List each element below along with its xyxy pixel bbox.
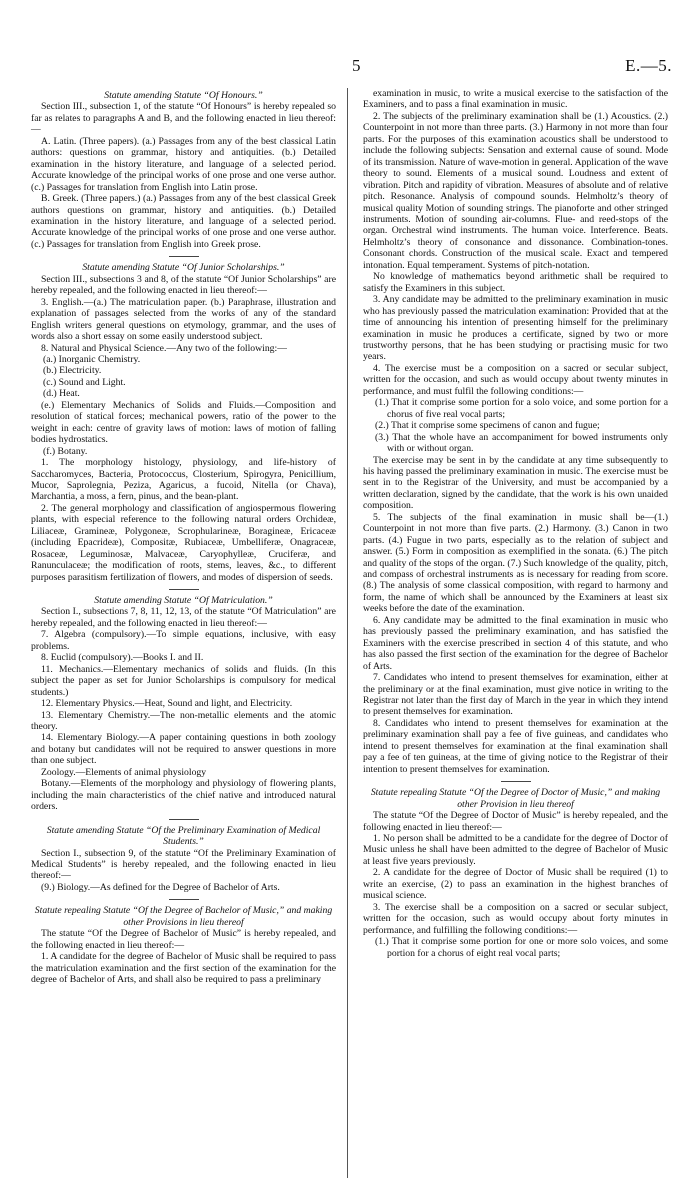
paragraph: (f.) Botany.	[43, 445, 88, 457]
left-column	[31, 88, 336, 986]
paragraph: (c.) Sound and Light.	[43, 376, 126, 388]
paragraph: (d.) Heat.	[43, 388, 80, 400]
statute-heading: Statute repealing Statute “Of the Degree of Bachelor of Music,” and making other Provisions in lieu thereof	[34, 905, 333, 928]
paragraph: (e.) Elementary Mechanics of Solids and Fluids.—Composition and resolution of statical forces; mechanical powers, ratio of the power to the weight in each: centre of gravity laws of motion: laws of motion of falling bodies hydrostatics.	[31, 399, 336, 446]
paragraph: 3. Any candidate may be admitted to the preliminary examination in music who has previously passed the matriculation examination: Provided that at the time of announcing his intention of presenting himself for the preliminary examination in music he produces a certificate, signed by two or more trustworthy persons, that he has been studying or practising music for two years.	[363, 294, 668, 363]
page-header	[0, 56, 700, 80]
paragraph: (1.) That it comprise some portion for a solo voice, and some portion for a chorus of five real vocal parts;	[375, 397, 668, 420]
section-rule	[169, 819, 199, 820]
paragraph: The statute “Of the Degree of Doctor of Music” is hereby repealed, and the following enacted in lieu thereof:—	[363, 810, 668, 833]
paragraph: 5. The subjects of the final examination in music shall be—(1.) Counterpoint in not more than five parts. (2.) Harmony. (3.) Canon in two parts. (4.) Fugue in two parts, especially as to the relation of subject and answer. (5.) Form in composition as exemplified in the sonata. (6.) The pitch and quality of the stops of the organ. (7.) Such knowledge of the quality, pitch, and compass of orchestral instruments as is necessary for reading from score. (8.) The analysis of some classical composition, with regard to harmony and form, the name of which shall be announced by the Examiners at least six weeks before the date of the examination.	[363, 511, 668, 615]
section-rule	[501, 781, 531, 782]
paragraph: The exercise may be sent in by the candidate at any time subsequently to his having passed the preliminary examination in music. The exercise must be sent in to the Registrar of the University, and must be accompanied by a written declaration, signed by the candidate, that the work is his own unaided composition.	[363, 454, 668, 512]
paragraph: Section I., subsections 7, 8, 11, 12, 13, of the statute “Of Matriculation” are hereby repealed, and the following enacted in lieu thereof:—	[31, 606, 336, 629]
paragraph: 2. A candidate for the degree of Doctor of Music shall be required (1) to write an exercise, (2) to pass an examination in the highest branches of musical science.	[363, 867, 668, 902]
paragraph: 13. Elementary Chemistry.—The non-metallic elements and the atomic theory.	[31, 709, 336, 733]
paragraph: B. Greek. (Three papers.) (a.) Passages from any of the best classical Greek authors questions on grammar, history and antiquities. (b.) Detailed examination in the history literature, and language of a selected period. Accurate knowledge of the principal works of one prose and one verse author. (c.) Passages for translation from English into Greek prose.	[31, 193, 336, 250]
paragraph: Botany.—Elements of the morphology and physiology of flowering plants, including the main characteristics of the chief native and introduced natural orders.	[31, 778, 336, 813]
paragraph: (2.) That it comprise some specimens of canon and fugue;	[375, 420, 600, 432]
paragraph: 8. Candidates who intend to present themselves for examination at the preliminary examination shall pay a fee of five guineas, and candidates who intend to present themselves for examination at the final examination shall pay a fee of ten guineas, at the time of giving notice to the Registrar of their intention to present themselves for examination.	[363, 717, 668, 775]
paragraph: Zoology.—Elements of animal physiology	[41, 766, 207, 778]
statute-heading: Statute amending Statute “Of the Preliminary Examination of Medical Students.”	[46, 824, 321, 848]
paragraph: 11. Mechanics.—Elementary mechanics of solids and fluids. (In this subject the paper as set for Junior Scholarships is compulsory for medical students.)	[31, 663, 336, 698]
paragraph: 8. Natural and Physical Science.—Any two of the following:—	[41, 342, 287, 354]
paragraph: 2. The subjects of the preliminary examination shall be (1.) Acoustics. (2.) Counterpoint in not more than three parts. (3.) Harmony in not more than four parts. For the purposes of this examination acoustics shall be understood to include the following subjects: Sensation and external cause of sound. Mode of its transmission. Nature of wave-motion in general. Application of the wave theory to sound. Elements of a musical sound. Loudness and extent of vibration. Pitch and rapidity of vibration. Measures of absolute and of relative pitch. Resonance. Analysis of compound sounds. Helmholtz’s theory of musical quality Motion of sounding strings. The pianoforte and other stringed instruments. Motion of sounding air-columns. Flue- and reed-stops of the organ. Orchestral wind instruments. The human voice. Interference. Beats. Helmholtz’s theory of consonance and dissonance. Combination-tones. Consonant chords. Construction of the musical scale. Exact and tempered intonation. Equal temperament. Systems of pitch-notation.	[363, 110, 668, 271]
statute-heading: Statute amending Statute “Of Honours.”	[104, 90, 263, 101]
paragraph: 4. The exercise must be a composition on a sacred or secular subject, written for the occasion, and such as would occupy about twenty minutes in performance, and must fulfil the following conditions:—	[363, 362, 668, 397]
statute-heading: Statute amending Statute “Of Matriculation.”	[94, 595, 273, 607]
paragraph: Section I., subsection 9, of the statute “Of the Preliminary Examination of Medical Students” is hereby repealed, and the following enacted in lieu thereof:—	[31, 847, 336, 882]
paragraph: (a.) Inorganic Chemistry.	[43, 353, 141, 365]
section-rule	[169, 256, 199, 257]
paragraph: 7. Algebra (compulsory).—To simple equations, inclusive, with easy problems.	[31, 629, 336, 652]
page-number: 5	[352, 56, 361, 75]
paragraph: 1. The morphology histology, physiology, and life-history of Saccharomyces, Bacteria, Protococcus, Closterium, Spirogyra, Penicillium, Mucor, Saprolegnia, Peziza, Agaricus, a fucoid, Nitella (or Chava), Marchantia, a moss, a fern, pinus, and the bean-plant.	[31, 457, 336, 503]
statute-heading: Statute repealing Statute “Of the Degree of Doctor of Music,” and making other Provision in lieu thereof	[370, 787, 661, 810]
document-reference: E.—5.	[625, 56, 672, 75]
paragraph: 1. No person shall be admitted to be a candidate for the degree of Doctor of Music unless he shall have been admitted to the degree of Bachelor of Music at least five years previously.	[363, 833, 668, 867]
paragraph: 14. Elementary Biology.—A paper containing questions in both zoology and botany but candidates will not be required to answer questions in more than one subject.	[31, 732, 336, 767]
paragraph: (9.) Biology.—As defined for the Degree of Bachelor of Arts.	[41, 881, 280, 893]
paragraph: Section III., subsection 1, of the statute “Of Honours” is hereby repealed so far as relates to paragraphs A and B, and the following enacted in lieu thereof:—	[31, 101, 336, 136]
paragraph: The statute “Of the Degree of Bachelor of Music” is hereby repealed, and the following enacted in lieu thereof:—	[31, 928, 336, 951]
paragraph: 6. Any candidate may be admitted to the final examination in music who has previously passed the preliminary examination, and has satisfied the Examiners with the exercise prescribed in section 4 of this statute, and who has also passed the first section of the examination for the degree of Bachelor of Arts.	[363, 614, 668, 672]
paragraph: 1. A candidate for the degree of Bachelor of Music shall be required to pass the matriculation examination and the first section of the examination for the degree of Bachelor of Arts, and shall also be required to pass a preliminary	[31, 951, 336, 986]
section-rule	[169, 589, 199, 590]
paragraph: 12. Elementary Physics.—Heat, Sound and light, and Electricity.	[41, 698, 293, 710]
paragraph: A. Latin. (Three papers). (a.) Passages from any of the best classical Latin authors: questions on grammar, history and antiquities. (b.) Detailed examination in the history literature, and language of a selected period. Accurate knowledge of the principal works of one prose and one verse author. (c.) Passages for translation from English into Latin prose.	[31, 135, 336, 193]
paragraph: No knowledge of mathematics beyond arithmetic shall be required to satisfy the Examiners in this subject.	[363, 271, 668, 294]
paragraph: (3.) That the whole have an accompaniment for bowed instruments only with or without organ.	[375, 431, 668, 455]
paragraph: (b.) Electricity.	[43, 365, 102, 377]
paragraph: 3. The exercise shall be a composition on a sacred or secular subject, written for the occasion, such as would occupy about forty minutes in performance, and fulfilling the following conditions:—	[363, 901, 668, 936]
column-divider	[347, 88, 348, 1178]
paragraph: Section III., subsections 3 and 8, of the statute “Of Junior Scholarships” are hereby repealed, and the following enacted in lieu thereof:—	[31, 273, 336, 297]
section-rule	[169, 899, 199, 900]
paragraph: 8. Euclid (compulsory).—Books I. and II.	[41, 652, 204, 664]
paragraph: 7. Candidates who intend to present themselves for examination, either at the preliminary or at the final examination, must give notice in writing to the Registrar not later than the first day of March in the year in which they intend to present themselves for examination.	[363, 672, 668, 718]
paragraph: 3. English.—(a.) The matriculation paper. (b.) Paraphrase, illustration and explanation of passages selected from the works of any of the standard English writers general questions on etymology, grammar, and the uses of words also a short essay on some easily understood subject.	[31, 296, 336, 343]
paragraph: examination in music, to write a musical exercise to the satisfaction of the Examiners, and to pass a final examination in music.	[363, 88, 668, 111]
paragraph: 2. The general morphology and classification of angiospermous flowering plants, with especial reference to the following natural orders Orchideæ, Liliaceæ, Gramineæ, Polygoneæ, Scrophularineæ, Boragineæ, Ericaceæ (including Epacrideæ), Compositæ, Rubiaceæ, Umbelliferæ, Onagraceæ, Rosaceæ, Leguminosæ, Malvaceæ, Caryophylleæ, Cruciferæ, and Ranunculaceæ; the modification of roots, stems, leaves, &c., to different purposes parasitism fertilization of flowers, and modes of dispersion of seeds.	[31, 502, 336, 583]
right-column	[363, 88, 668, 959]
paragraph: (1.) That it comprise some portion for one or more solo voices, and some portion for a chorus of eight real vocal parts;	[375, 936, 668, 959]
statute-heading: Statute amending Statute “Of Junior Scholarships.”	[82, 262, 285, 274]
